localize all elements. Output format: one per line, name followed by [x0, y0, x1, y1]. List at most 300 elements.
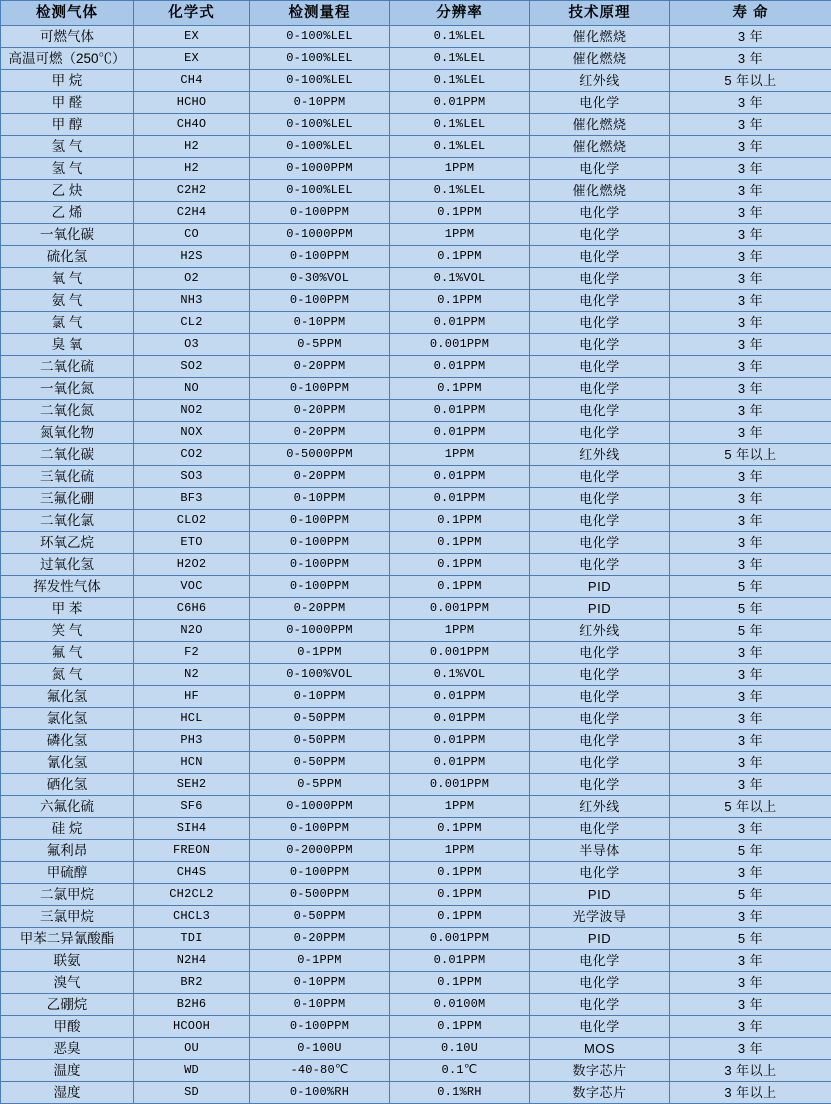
table-row: [1, 444, 831, 466]
cell-lifetime: 3 年: [670, 906, 831, 928]
cell-formula: N2: [134, 664, 250, 686]
cell-resolution: 0.1PPM: [390, 532, 530, 554]
table-row: [1, 356, 831, 378]
cell-formula: PH3: [134, 730, 250, 752]
cell-range: 0-50PPM: [250, 752, 390, 774]
table-row: [1, 268, 831, 290]
cell-range: 0-30%VOL: [250, 268, 390, 290]
cell-resolution: 0.01PPM: [390, 488, 530, 510]
cell-gas-name: 氮 气: [1, 664, 134, 686]
cell-formula: C2H4: [134, 202, 250, 224]
cell-resolution: 0.01PPM: [390, 466, 530, 488]
cell-formula: H2: [134, 136, 250, 158]
cell-principle: 电化学: [530, 400, 670, 422]
cell-lifetime: 5 年以上: [670, 70, 831, 92]
cell-range: 0-100%LEL: [250, 70, 390, 92]
cell-resolution: 0.1℃: [390, 1060, 530, 1082]
cell-formula: CH4O: [134, 114, 250, 136]
cell-lifetime: 3 年: [670, 1038, 831, 1060]
table-row: [1, 620, 831, 642]
cell-lifetime: 3 年: [670, 158, 831, 180]
cell-gas-name: 乙硼烷: [1, 994, 134, 1016]
cell-range: 0-10PPM: [250, 312, 390, 334]
table-header-row: [1, 1, 831, 26]
cell-resolution: 0.01PPM: [390, 422, 530, 444]
cell-lifetime: 5 年以上: [670, 444, 831, 466]
cell-resolution: 0.01PPM: [390, 950, 530, 972]
cell-lifetime: 3 年: [670, 114, 831, 136]
table-row: [1, 686, 831, 708]
cell-principle: 催化燃烧: [530, 180, 670, 202]
column-header-formula: 化学式: [134, 1, 250, 26]
cell-lifetime: 3 年: [670, 488, 831, 510]
cell-lifetime: 3 年: [670, 268, 831, 290]
cell-principle: 电化学: [530, 818, 670, 840]
cell-range: -40-80℃: [250, 1060, 390, 1082]
cell-lifetime: 3 年: [670, 752, 831, 774]
cell-lifetime: 5 年: [670, 928, 831, 950]
cell-resolution: 0.1%LEL: [390, 70, 530, 92]
cell-lifetime: 3 年: [670, 246, 831, 268]
cell-resolution: 0.1%LEL: [390, 114, 530, 136]
table-row: [1, 488, 831, 510]
table-row: [1, 378, 831, 400]
cell-resolution: 1PPM: [390, 444, 530, 466]
cell-gas-name: 甲 烷: [1, 70, 134, 92]
table-row: [1, 1016, 831, 1038]
cell-gas-name: 氮氧化物: [1, 422, 134, 444]
cell-lifetime: 5 年: [670, 884, 831, 906]
cell-range: 0-100PPM: [250, 378, 390, 400]
table-row: [1, 774, 831, 796]
cell-lifetime: 3 年: [670, 290, 831, 312]
table-row: [1, 906, 831, 928]
cell-formula: H2: [134, 158, 250, 180]
cell-range: 0-10PPM: [250, 994, 390, 1016]
cell-formula: O3: [134, 334, 250, 356]
cell-range: 0-1000PPM: [250, 620, 390, 642]
cell-range: 0-5000PPM: [250, 444, 390, 466]
cell-range: 0-100PPM: [250, 1016, 390, 1038]
cell-lifetime: 3 年: [670, 202, 831, 224]
cell-resolution: 0.1PPM: [390, 202, 530, 224]
cell-resolution: 0.01PPM: [390, 400, 530, 422]
cell-lifetime: 3 年: [670, 554, 831, 576]
cell-range: 0-50PPM: [250, 906, 390, 928]
cell-range: 0-20PPM: [250, 422, 390, 444]
cell-resolution: 0.1%RH: [390, 1082, 530, 1104]
cell-resolution: 0.001PPM: [390, 642, 530, 664]
cell-principle: 电化学: [530, 510, 670, 532]
cell-gas-name: 氟化氢: [1, 686, 134, 708]
cell-resolution: 0.1PPM: [390, 862, 530, 884]
cell-range: 0-100%LEL: [250, 114, 390, 136]
cell-resolution: 1PPM: [390, 840, 530, 862]
cell-principle: 电化学: [530, 994, 670, 1016]
cell-resolution: 0.1PPM: [390, 246, 530, 268]
cell-gas-name: 挥发性气体: [1, 576, 134, 598]
cell-resolution: 0.1PPM: [390, 378, 530, 400]
cell-resolution: 0.10U: [390, 1038, 530, 1060]
cell-formula: WD: [134, 1060, 250, 1082]
cell-gas-name: 乙 烯: [1, 202, 134, 224]
cell-principle: 催化燃烧: [530, 26, 670, 48]
cell-resolution: 0.001PPM: [390, 598, 530, 620]
cell-lifetime: 3 年以上: [670, 1060, 831, 1082]
table-row: [1, 92, 831, 114]
cell-range: 0-20PPM: [250, 598, 390, 620]
cell-lifetime: 3 年: [670, 422, 831, 444]
column-header-range: 检测量程: [250, 1, 390, 26]
cell-resolution: 0.1%VOL: [390, 268, 530, 290]
cell-gas-name: 温度: [1, 1060, 134, 1082]
cell-resolution: 0.1%VOL: [390, 664, 530, 686]
cell-formula: FREON: [134, 840, 250, 862]
cell-principle: 光学波导: [530, 906, 670, 928]
cell-principle: 电化学: [530, 642, 670, 664]
cell-lifetime: 3 年: [670, 1016, 831, 1038]
cell-formula: TDI: [134, 928, 250, 950]
cell-formula: SO3: [134, 466, 250, 488]
cell-range: 0-1000PPM: [250, 796, 390, 818]
column-header-resolution: 分辨率: [390, 1, 530, 26]
cell-principle: 电化学: [530, 246, 670, 268]
cell-formula: CH2CL2: [134, 884, 250, 906]
cell-lifetime: 5 年: [670, 576, 831, 598]
cell-range: 0-100PPM: [250, 532, 390, 554]
table-row: [1, 1060, 831, 1082]
cell-principle: 催化燃烧: [530, 136, 670, 158]
table-row: [1, 950, 831, 972]
cell-gas-name: 磷化氢: [1, 730, 134, 752]
table-row: [1, 840, 831, 862]
cell-lifetime: 3 年: [670, 26, 831, 48]
cell-range: 0-100PPM: [250, 246, 390, 268]
cell-gas-name: 乙 炔: [1, 180, 134, 202]
cell-principle: 电化学: [530, 224, 670, 246]
table-row: [1, 1038, 831, 1060]
cell-gas-name: 氟利昂: [1, 840, 134, 862]
cell-principle: 催化燃烧: [530, 114, 670, 136]
cell-principle: 电化学: [530, 664, 670, 686]
cell-range: 0-5PPM: [250, 334, 390, 356]
cell-principle: 数字芯片: [530, 1082, 670, 1104]
cell-resolution: 0.01PPM: [390, 708, 530, 730]
table-row: [1, 862, 831, 884]
cell-principle: PID: [530, 928, 670, 950]
column-header-gas: 检测气体: [1, 1, 134, 26]
cell-formula: B2H6: [134, 994, 250, 1016]
cell-principle: 红外线: [530, 620, 670, 642]
cell-resolution: 0.001PPM: [390, 774, 530, 796]
cell-gas-name: 三氟化硼: [1, 488, 134, 510]
cell-lifetime: 3 年: [670, 334, 831, 356]
cell-formula: EX: [134, 26, 250, 48]
cell-gas-name: 氢 气: [1, 136, 134, 158]
cell-formula: SO2: [134, 356, 250, 378]
cell-lifetime: 3 年: [670, 708, 831, 730]
cell-formula: CLO2: [134, 510, 250, 532]
cell-formula: N2O: [134, 620, 250, 642]
cell-gas-name: 一氧化碳: [1, 224, 134, 246]
cell-resolution: 0.01PPM: [390, 752, 530, 774]
table-row: [1, 466, 831, 488]
cell-lifetime: 5 年: [670, 598, 831, 620]
cell-lifetime: 3 年: [670, 818, 831, 840]
cell-range: 0-50PPM: [250, 730, 390, 752]
cell-resolution: 0.1PPM: [390, 972, 530, 994]
cell-principle: 电化学: [530, 1016, 670, 1038]
cell-range: 0-100%LEL: [250, 48, 390, 70]
cell-range: 0-10PPM: [250, 488, 390, 510]
cell-gas-name: 氟 气: [1, 642, 134, 664]
cell-gas-name: 可燃气体: [1, 26, 134, 48]
cell-range: 0-1PPM: [250, 642, 390, 664]
table-row: [1, 598, 831, 620]
table-row: [1, 510, 831, 532]
cell-lifetime: 5 年以上: [670, 796, 831, 818]
cell-lifetime: 3 年: [670, 950, 831, 972]
cell-gas-name: 硅 烷: [1, 818, 134, 840]
cell-range: 0-1000PPM: [250, 224, 390, 246]
cell-formula: ETO: [134, 532, 250, 554]
table-row: [1, 224, 831, 246]
cell-principle: PID: [530, 598, 670, 620]
cell-lifetime: 3 年: [670, 642, 831, 664]
cell-range: 0-100%RH: [250, 1082, 390, 1104]
cell-range: 0-10PPM: [250, 686, 390, 708]
cell-formula: OU: [134, 1038, 250, 1060]
cell-gas-name: 过氧化氢: [1, 554, 134, 576]
cell-formula: N2H4: [134, 950, 250, 972]
table-row: [1, 708, 831, 730]
cell-lifetime: 3 年: [670, 224, 831, 246]
table-row: [1, 334, 831, 356]
cell-range: 0-100PPM: [250, 576, 390, 598]
table-row: [1, 136, 831, 158]
cell-formula: O2: [134, 268, 250, 290]
cell-range: 0-100PPM: [250, 290, 390, 312]
cell-formula: EX: [134, 48, 250, 70]
cell-resolution: 1PPM: [390, 158, 530, 180]
cell-range: 0-20PPM: [250, 400, 390, 422]
cell-formula: HCL: [134, 708, 250, 730]
cell-range: 0-100PPM: [250, 818, 390, 840]
table-row: [1, 796, 831, 818]
cell-resolution: 0.0100M: [390, 994, 530, 1016]
cell-formula: CL2: [134, 312, 250, 334]
cell-principle: 电化学: [530, 158, 670, 180]
table-row: [1, 180, 831, 202]
cell-principle: 电化学: [530, 686, 670, 708]
cell-lifetime: 5 年: [670, 840, 831, 862]
table-row: [1, 422, 831, 444]
cell-resolution: 0.01PPM: [390, 730, 530, 752]
cell-range: 0-20PPM: [250, 356, 390, 378]
cell-principle: 催化燃烧: [530, 48, 670, 70]
table-row: [1, 884, 831, 906]
table-row: [1, 554, 831, 576]
cell-gas-name: 二氯甲烷: [1, 884, 134, 906]
cell-range: 0-100PPM: [250, 862, 390, 884]
table-row: [1, 664, 831, 686]
cell-formula: HCHO: [134, 92, 250, 114]
cell-formula: NO: [134, 378, 250, 400]
cell-gas-name: 二氧化硫: [1, 356, 134, 378]
cell-resolution: 0.1%LEL: [390, 136, 530, 158]
cell-resolution: 0.01PPM: [390, 312, 530, 334]
cell-range: 0-10PPM: [250, 92, 390, 114]
column-header-lifetime: 寿 命: [670, 1, 831, 26]
cell-principle: 数字芯片: [530, 1060, 670, 1082]
cell-resolution: 0.1PPM: [390, 576, 530, 598]
cell-lifetime: 3 年: [670, 862, 831, 884]
cell-range: 0-1PPM: [250, 950, 390, 972]
cell-formula: NH3: [134, 290, 250, 312]
cell-resolution: 0.1PPM: [390, 510, 530, 532]
cell-formula: HCOOH: [134, 1016, 250, 1038]
cell-lifetime: 3 年: [670, 730, 831, 752]
cell-resolution: 0.001PPM: [390, 334, 530, 356]
cell-lifetime: 3 年: [670, 466, 831, 488]
cell-gas-name: 溴气: [1, 972, 134, 994]
cell-formula: CH4: [134, 70, 250, 92]
cell-resolution: 0.001PPM: [390, 928, 530, 950]
cell-range: 0-100PPM: [250, 554, 390, 576]
cell-gas-name: 氢 气: [1, 158, 134, 180]
cell-principle: 半导体: [530, 840, 670, 862]
cell-formula: CO: [134, 224, 250, 246]
cell-range: 0-5PPM: [250, 774, 390, 796]
cell-formula: H2S: [134, 246, 250, 268]
cell-resolution: 1PPM: [390, 620, 530, 642]
cell-lifetime: 3 年: [670, 400, 831, 422]
cell-gas-name: 甲 苯: [1, 598, 134, 620]
cell-formula: SD: [134, 1082, 250, 1104]
cell-gas-name: 联氨: [1, 950, 134, 972]
cell-principle: 电化学: [530, 708, 670, 730]
cell-range: 0-100%LEL: [250, 26, 390, 48]
cell-resolution: 0.01PPM: [390, 686, 530, 708]
cell-range: 0-2000PPM: [250, 840, 390, 862]
cell-formula: BR2: [134, 972, 250, 994]
table-row: [1, 928, 831, 950]
cell-range: 0-100PPM: [250, 202, 390, 224]
cell-lifetime: 3 年: [670, 994, 831, 1016]
cell-resolution: 0.1%LEL: [390, 48, 530, 70]
cell-resolution: 0.1PPM: [390, 1016, 530, 1038]
cell-gas-name: 三氯甲烷: [1, 906, 134, 928]
cell-lifetime: 3 年: [670, 686, 831, 708]
cell-lifetime: 3 年: [670, 378, 831, 400]
table-row: [1, 48, 831, 70]
table-body: [1, 26, 831, 1104]
table-row: [1, 70, 831, 92]
cell-resolution: 0.1PPM: [390, 906, 530, 928]
cell-principle: 电化学: [530, 730, 670, 752]
cell-range: 0-100U: [250, 1038, 390, 1060]
table-row: [1, 400, 831, 422]
cell-formula: SEH2: [134, 774, 250, 796]
cell-gas-name: 臭 氧: [1, 334, 134, 356]
cell-principle: 电化学: [530, 554, 670, 576]
cell-resolution: 0.1PPM: [390, 884, 530, 906]
cell-formula: C6H6: [134, 598, 250, 620]
table-row: [1, 818, 831, 840]
cell-lifetime: 3 年: [670, 774, 831, 796]
cell-gas-name: 笑 气: [1, 620, 134, 642]
cell-lifetime: 3 年: [670, 180, 831, 202]
cell-resolution: 0.1%LEL: [390, 180, 530, 202]
cell-lifetime: 3 年: [670, 312, 831, 334]
cell-resolution: 0.1PPM: [390, 290, 530, 312]
table-row: [1, 642, 831, 664]
cell-lifetime: 3 年: [670, 48, 831, 70]
cell-range: 0-100%VOL: [250, 664, 390, 686]
cell-gas-name: 甲 醇: [1, 114, 134, 136]
table-row: [1, 1082, 831, 1104]
cell-range: 0-500PPM: [250, 884, 390, 906]
column-header-principle: 技术原理: [530, 1, 670, 26]
cell-gas-name: 一氧化氮: [1, 378, 134, 400]
cell-gas-name: 湿度: [1, 1082, 134, 1104]
cell-principle: 电化学: [530, 532, 670, 554]
cell-principle: 电化学: [530, 422, 670, 444]
cell-gas-name: 甲苯二异氰酸酯: [1, 928, 134, 950]
cell-principle: 电化学: [530, 488, 670, 510]
cell-lifetime: 5 年: [670, 620, 831, 642]
cell-principle: 电化学: [530, 466, 670, 488]
cell-formula: SIH4: [134, 818, 250, 840]
cell-formula: NOX: [134, 422, 250, 444]
table-row: [1, 752, 831, 774]
cell-gas-name: 甲 醛: [1, 92, 134, 114]
cell-formula: F2: [134, 642, 250, 664]
cell-lifetime: 3 年: [670, 972, 831, 994]
cell-formula: CH4S: [134, 862, 250, 884]
table-header: [1, 1, 831, 26]
table-row: [1, 972, 831, 994]
cell-principle: PID: [530, 576, 670, 598]
cell-principle: 电化学: [530, 290, 670, 312]
cell-lifetime: 3 年: [670, 510, 831, 532]
cell-gas-name: 环氧乙烷: [1, 532, 134, 554]
table-row: [1, 26, 831, 48]
cell-formula: H2O2: [134, 554, 250, 576]
cell-principle: 电化学: [530, 972, 670, 994]
cell-formula: HCN: [134, 752, 250, 774]
cell-principle: 电化学: [530, 334, 670, 356]
cell-lifetime: 3 年以上: [670, 1082, 831, 1104]
cell-range: 0-20PPM: [250, 928, 390, 950]
cell-principle: 电化学: [530, 752, 670, 774]
cell-resolution: 1PPM: [390, 224, 530, 246]
cell-principle: 红外线: [530, 796, 670, 818]
table-row: [1, 312, 831, 334]
table-row: [1, 290, 831, 312]
cell-principle: MOS: [530, 1038, 670, 1060]
cell-lifetime: 3 年: [670, 532, 831, 554]
cell-formula: NO2: [134, 400, 250, 422]
cell-gas-name: 六氟化硫: [1, 796, 134, 818]
table-row: [1, 730, 831, 752]
cell-resolution: 0.01PPM: [390, 356, 530, 378]
cell-gas-name: 二氧化碳: [1, 444, 134, 466]
table-row: [1, 114, 831, 136]
cell-principle: 电化学: [530, 378, 670, 400]
cell-formula: BF3: [134, 488, 250, 510]
cell-principle: 红外线: [530, 444, 670, 466]
